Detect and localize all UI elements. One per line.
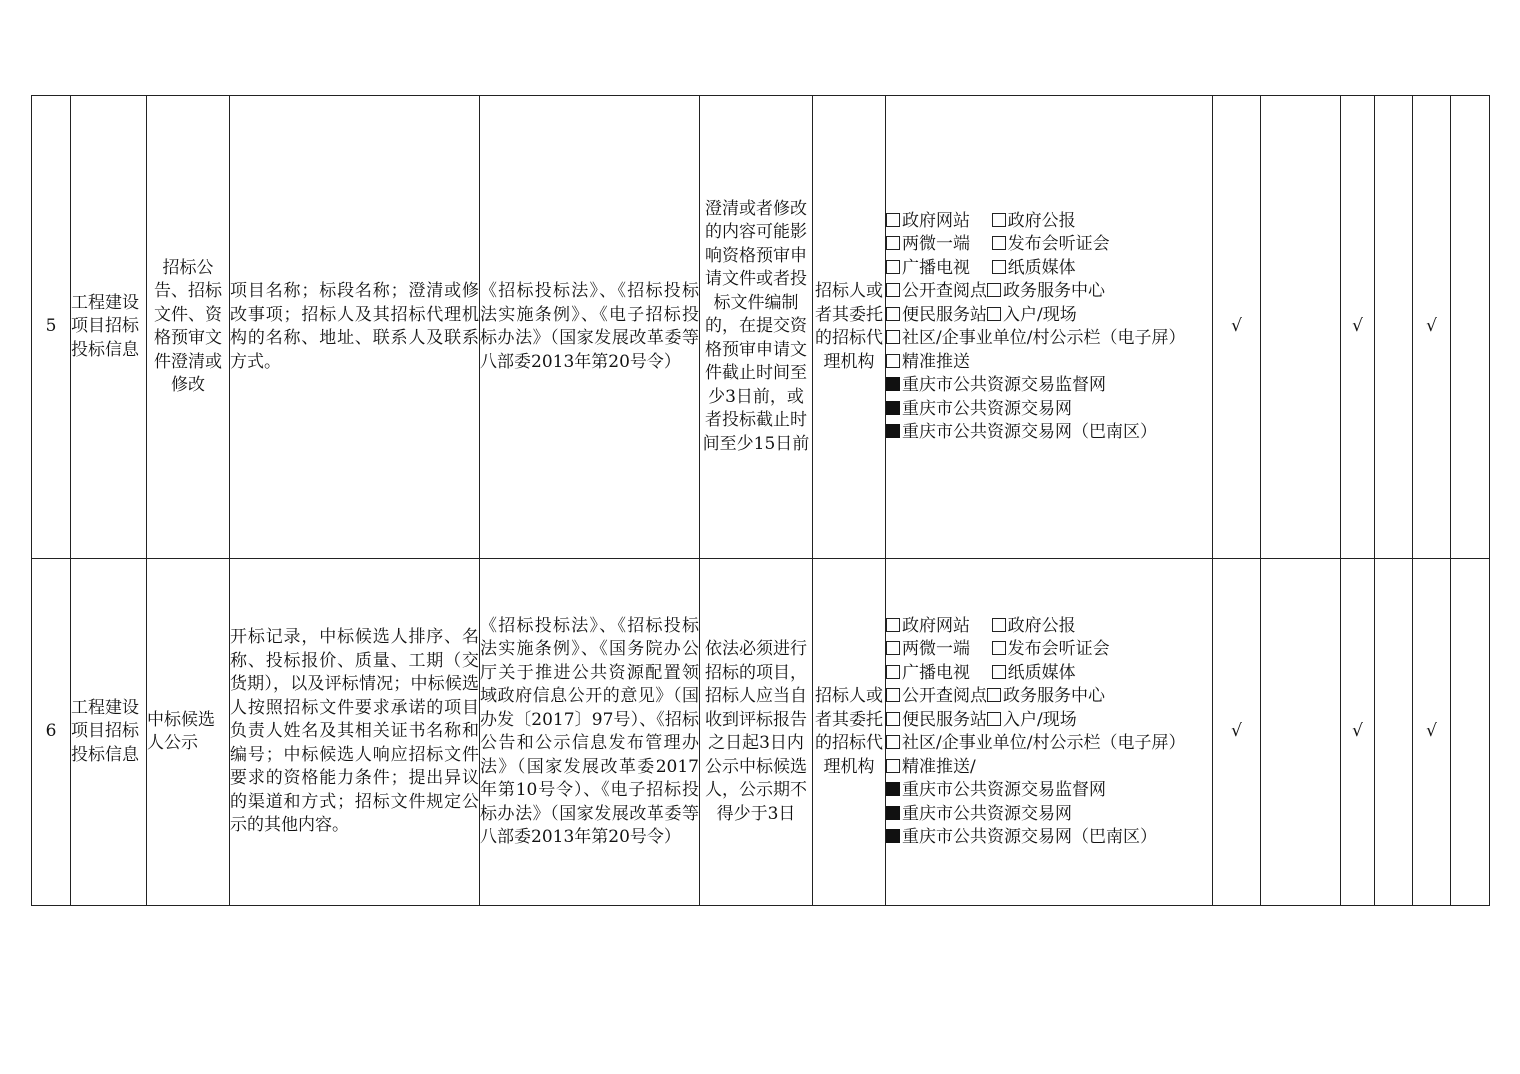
channel-option [987, 686, 1105, 706]
basis-cell: 《招标投标法》、《招标投标法实施条例》、《电子招标投标办法》（国家发展改革委等八部委2013年第20号令） [480, 96, 700, 559]
channel-label: 便民服务站 [902, 709, 987, 730]
channel-option [886, 639, 992, 659]
channel-option [886, 616, 992, 636]
check-cell: √ [1213, 559, 1261, 906]
item-cell: 中标候选人公示 [147, 559, 230, 906]
channel-option [886, 827, 1157, 847]
unchecked-box-icon [987, 307, 1001, 321]
basis-cell: 《招标投标法》、《招标投标法实施条例》、《国务院办公厅关于推进公共资源配置领域政府信息公开的意见》（国办发〔2017〕97号）、《招标公告和公示信息发布管理办法》（国家发展改革委2017年第10号令）、《电子招标投标办法》（国家发展改革委等八部委2013年第20号令） [480, 559, 700, 906]
channel-option [886, 211, 992, 231]
channel-label: 广播电视 [902, 257, 992, 278]
channel-line [886, 638, 1212, 662]
check-cell [1261, 559, 1341, 906]
channel-cell [886, 559, 1213, 906]
check-cell [1451, 559, 1490, 906]
unchecked-box-icon [886, 688, 900, 702]
channel-line [886, 233, 1212, 257]
channel-option [886, 399, 1072, 419]
channel-line [886, 803, 1212, 827]
channel-label: 精准推送 [902, 351, 970, 372]
channel-line [886, 732, 1212, 756]
channel-option [886, 422, 1157, 442]
checked-box-icon [886, 829, 900, 843]
channel-line [886, 756, 1212, 780]
channel-option [886, 352, 970, 372]
channel-label: 政务服务中心 [1003, 686, 1105, 706]
channel-option [886, 234, 992, 254]
check-cell: √ [1413, 559, 1451, 906]
channel-label: 政府网站 [902, 210, 992, 231]
channel-option [992, 639, 1110, 659]
channel-option [886, 258, 992, 278]
channel-label: 发布会听证会 [1007, 234, 1110, 254]
channel-line [886, 826, 1212, 850]
unchecked-box-icon [987, 712, 1001, 726]
unchecked-box-icon [987, 283, 1001, 297]
channel-line [886, 280, 1212, 304]
channel-option [992, 663, 1076, 683]
channel-label: 政府网站 [902, 615, 992, 636]
channel-line [886, 685, 1212, 709]
channel-option [886, 663, 992, 683]
unchecked-box-icon [886, 283, 900, 297]
checked-box-icon [886, 806, 900, 820]
unchecked-box-icon [886, 354, 900, 368]
unchecked-box-icon [992, 213, 1006, 227]
content-cell: 项目名称；标段名称；澄清或修改事项；招标人及其招标代理机构的名称、地址、联系人及联系方式。 [230, 96, 480, 559]
channel-option [987, 281, 1105, 301]
channel-line [886, 374, 1212, 398]
channel-label: 两微一端 [902, 639, 992, 659]
check-cell: √ [1213, 96, 1261, 559]
check-cell: √ [1341, 559, 1375, 906]
unchecked-box-icon [886, 330, 900, 344]
check-cell [1375, 559, 1413, 906]
checked-box-icon [886, 424, 900, 438]
channel-option [886, 710, 987, 730]
channel-list [886, 210, 1212, 445]
channel-label: 社区/企事业单位/村公示栏（电子屏） [902, 733, 1186, 753]
channel-label: 纸质媒体 [1007, 662, 1076, 683]
unchecked-box-icon [987, 688, 1001, 702]
item-cell: 招标公告、招标文件、资格预审文件澄清或修改 [147, 96, 230, 559]
channel-label: 重庆市公共资源交易监督网 [902, 375, 1106, 395]
channel-label: 公开查阅点 [902, 686, 987, 706]
channel-label: 入户/现场 [1003, 304, 1077, 325]
check-cell: √ [1413, 96, 1451, 559]
channel-line [886, 210, 1212, 234]
channel-label: 两微一端 [902, 234, 992, 254]
check-cell [1451, 96, 1490, 559]
channel-line [886, 257, 1212, 281]
channel-option [886, 804, 1072, 824]
category-cell: 工程建设项目招标投标信息 [71, 96, 147, 559]
unchecked-box-icon [886, 236, 900, 250]
channel-label: 便民服务站 [902, 304, 987, 325]
subject-cell: 招标人或者其委托的招标代理机构 [813, 96, 886, 559]
unchecked-box-icon [992, 641, 1006, 655]
channel-line [886, 421, 1212, 445]
channel-label: 精准推送/ [902, 756, 976, 777]
row-number: 5 [32, 96, 71, 559]
channel-option [886, 281, 987, 301]
subject-cell: 招标人或者其委托的招标代理机构 [813, 559, 886, 906]
channel-option [886, 733, 1185, 753]
channel-option [886, 375, 1106, 395]
channel-list [886, 615, 1212, 850]
checked-box-icon [886, 377, 900, 391]
channel-label: 重庆市公共资源交易网（巴南区） [902, 827, 1157, 847]
channel-option [886, 686, 987, 706]
channel-option [992, 211, 1076, 231]
row-number: 6 [32, 559, 71, 906]
content-cell: 开标记录，中标候选人排序、名称、投标报价、质量、工期（交货期），以及评标情况；中标候选人按照招标文件要求承诺的项目负责人姓名及其相关证书名称和编号；中标候选人响应招标文件要求的资格能力条件；提出异议的渠道和方式；招标文件规定公示的其他内容。 [230, 559, 480, 906]
channel-label: 入户/现场 [1003, 709, 1077, 730]
channel-option [886, 305, 987, 325]
channel-label: 政府公报 [1007, 210, 1076, 231]
channel-cell [886, 96, 1213, 559]
check-cell [1261, 96, 1341, 559]
time-limit-cell: 澄清或者修改的内容可能影响资格预审申请文件或者投标文件编制的，在提交资格预审申请文件截止时间至少3日前，或者投标截止时间至少15日前 [700, 96, 813, 559]
unchecked-box-icon [886, 641, 900, 655]
channel-label: 社区/企事业单位/村公示栏（电子屏） [902, 328, 1186, 348]
unchecked-box-icon [992, 665, 1006, 679]
unchecked-box-icon [992, 236, 1006, 250]
channel-label: 重庆市公共资源交易网 [902, 398, 1072, 419]
channel-line [886, 351, 1212, 375]
unchecked-box-icon [886, 759, 900, 773]
channel-line [886, 779, 1212, 803]
channel-label: 纸质媒体 [1007, 257, 1076, 278]
channel-line [886, 615, 1212, 639]
unchecked-box-icon [886, 618, 900, 632]
unchecked-box-icon [992, 260, 1006, 274]
disclosure-table [31, 95, 1490, 906]
unchecked-box-icon [886, 260, 900, 274]
channel-label: 政务服务中心 [1003, 281, 1105, 301]
check-cell: √ [1341, 96, 1375, 559]
channel-line [886, 709, 1212, 733]
channel-option [886, 780, 1106, 800]
time-limit-cell: 依法必须进行招标的项目，招标人应当自收到评标报告之日起3日内公示中标候选人，公示期不得少于3日 [700, 559, 813, 906]
channel-label: 发布会听证会 [1007, 639, 1110, 659]
channel-line [886, 398, 1212, 422]
unchecked-box-icon [886, 307, 900, 321]
unchecked-box-icon [886, 213, 900, 227]
channel-label: 政府公报 [1007, 615, 1076, 636]
channel-option [992, 234, 1110, 254]
unchecked-box-icon [886, 665, 900, 679]
channel-label: 重庆市公共资源交易监督网 [902, 780, 1106, 800]
channel-line [886, 662, 1212, 686]
table-row [32, 96, 1490, 559]
unchecked-box-icon [886, 735, 900, 749]
channel-option [992, 258, 1076, 278]
channel-option [992, 616, 1076, 636]
checked-box-icon [886, 782, 900, 796]
channel-option [987, 305, 1077, 325]
channel-label: 重庆市公共资源交易网（巴南区） [902, 422, 1157, 442]
channel-label: 公开查阅点 [902, 281, 987, 301]
unchecked-box-icon [886, 712, 900, 726]
check-cell [1375, 96, 1413, 559]
checked-box-icon [886, 401, 900, 415]
channel-option [886, 328, 1185, 348]
channel-option [987, 710, 1077, 730]
unchecked-box-icon [992, 618, 1006, 632]
channel-label: 广播电视 [902, 662, 992, 683]
channel-line [886, 327, 1212, 351]
category-cell: 工程建设项目招标投标信息 [71, 559, 147, 906]
channel-label: 重庆市公共资源交易网 [902, 803, 1072, 824]
table-row [32, 559, 1490, 906]
channel-option [886, 757, 976, 777]
channel-line [886, 304, 1212, 328]
